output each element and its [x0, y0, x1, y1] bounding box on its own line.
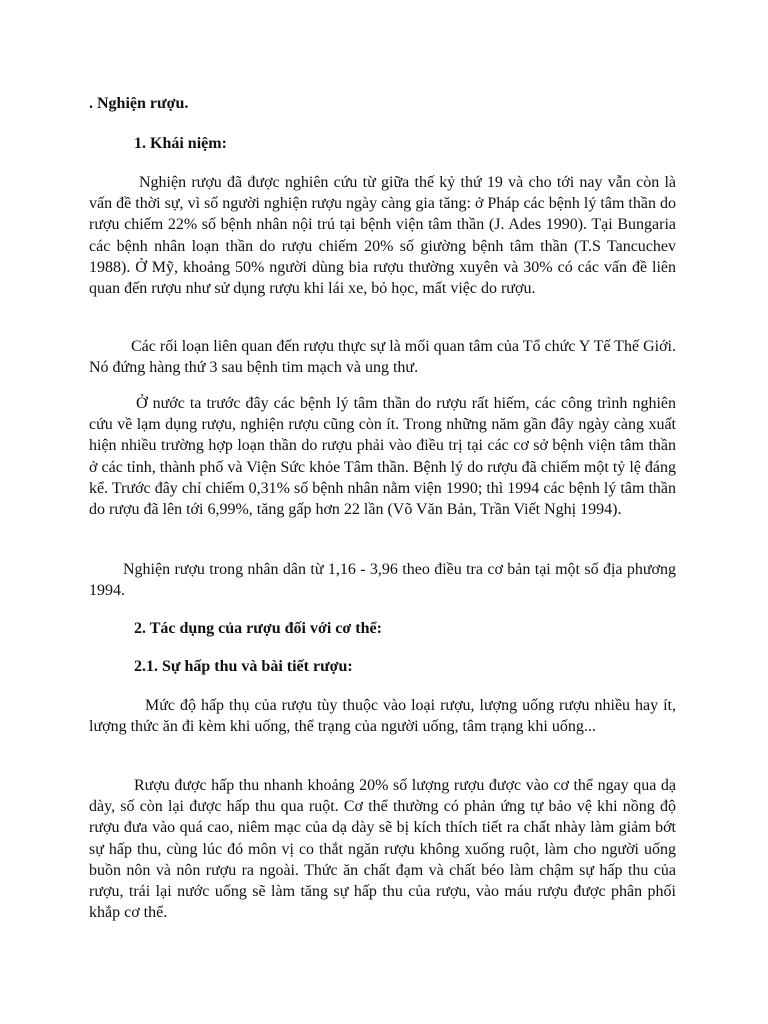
paragraph-who-concern: Các rối loạn liên quan đến rượu thực sự là mối quan tâm của Tổ chức Y Tế Thế Giới. Nó đứng hàng thứ 3 sau bệnh tim mạch và ung thư. [89, 338, 676, 377]
document-title: . Nghiện rượu. [89, 95, 189, 112]
section-heading-effects: 2. Tác dụng của rượu đối với cơ thể: [134, 620, 382, 637]
paragraph-vietnam-situation: Ở nước ta trước đây các bệnh lý tâm thần do rượu rất hiếm, các công trình nghiên cứu về lạm dụng rượu, nghiện rượu cũng còn ít. Trong những năm gần đây ngày càng xuất hiện nhiều trường hợp loạn thần do rượu phải vào điều trị tại các cơ sở bệnh viện tâm thần ở các tỉnh, thành phố và Viện Sức khỏe Tâm thần. Bệnh lý do rượu đã chiếm một tỷ lệ đáng kể. Trước đây chỉ chiếm 0,31% số bệnh nhân nằm viện 1990; thì 1994 các bệnh lý tâm thần do rượu đã lên tới 6,99%, tăng gấp hơn 22 lần (Võ Văn Bản, Trần Viết Nghị 1994). [89, 395, 676, 519]
subsection-heading-absorption: 2.1. Sự hấp thu và bài tiết rượu: [134, 658, 353, 675]
section-heading-khai-niem: 1. Khái niệm: [134, 135, 227, 152]
paragraph-research-history: Nghiện rượu đã được nghiên cứu từ giữa thế kỷ thứ 19 và cho tới nay vẫn còn là vấn đề thời sự, vì số người nghiện rượu ngày càng gia tăng: ở Pháp các bệnh lý tâm thần do rượu chiếm 22% số bệnh nhân nội trú tại bệnh viện tâm thần (J. Ades 1990). Tại Bungaria các bệnh nhân loạn thần do rượu chiếm 20% số giường bệnh tâm thần (T.S Tancuchev 1988). Ở Mỹ, khoảng 50% người dùng bia rượu thường xuyên và 30% có các vấn đề liên quan đến rượu như sử dụng rượu khi lái xe, bỏ học, mất việc do rượu. [89, 174, 676, 298]
paragraph-population-rate: Nghiện rượu trong nhân dân từ 1,16 - 3,96 theo điều tra cơ bản tại một số địa phương 1994. [89, 561, 676, 600]
paragraph-absorption-factors: Mức độ hấp thụ của rượu tùy thuộc vào loại rượu, lượng uống rượu nhiều hay ít, lượng thức ăn đi kèm khi uống, thể trạng của người uống, tâm trạng khi uống... [89, 697, 676, 736]
paragraph-absorption-process: Rượu được hấp thu nhanh khoảng 20% số lượng rượu được vào cơ thể ngay qua dạ dày, số còn lại được hấp thu qua ruột. Cơ thể thường có phản ứng tự bảo vệ khi nồng độ rượu đưa vào quá cao, niêm mạc của dạ dày sẽ bị kích thích tiết ra chất nhày làm giảm bớt sự hấp thu, cùng lúc đó môn vị co thắt ngăn rượu không xuống ruột, làm cho người uống buồn nôn và nôn rượu ra ngoài. Thức ăn chất đạm và chất béo làm chậm sự hấp thu của rượu, trái lại nước uống sẽ làm tăng sự hấp thu của rượu, vào máu rượu được phân phối khắp cơ thể. [89, 777, 676, 922]
